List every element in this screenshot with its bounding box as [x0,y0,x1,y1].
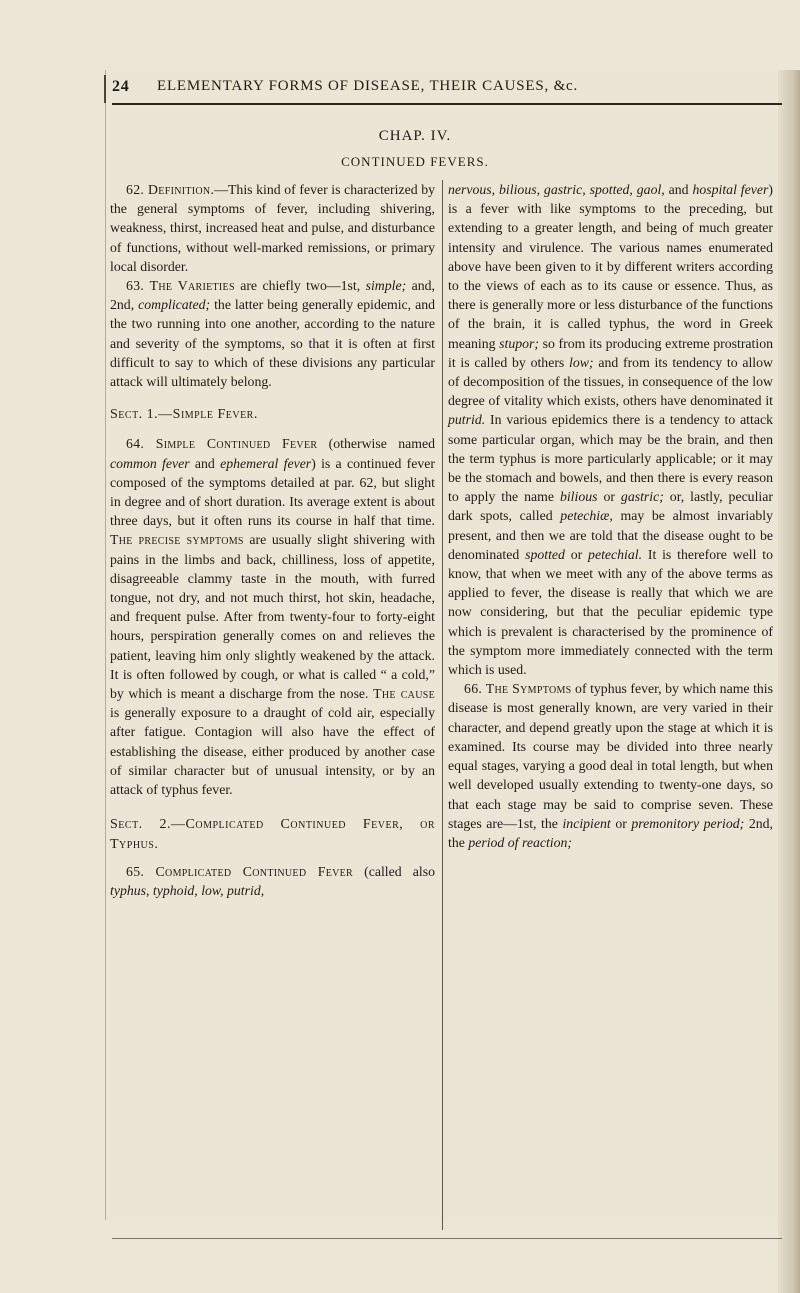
p63-text: and, 2nd, [110,278,435,313]
header-rule [112,103,782,105]
p63-text: the latter being generally epidemic, and the two running into one another, according to the nature and severity of the symptoms, so that it is often at first difficult to say to which of these divisions any particular attack will ultimately belong. [110,297,436,390]
p63-simple: simple; [365,278,407,294]
p63-label: 63. The Varieties [126,278,235,294]
p65-gastric: gastric; [620,489,664,505]
p66-text: or [610,815,632,831]
p64-cause: The cause [373,686,435,702]
p64-text: ) is a continued fever composed of the symptoms detailed at par. 62, but slight in degree and of short duration. Its average extent is about three days, but it often runs its course in half that time. [110,455,435,529]
p62-label: 62. Definition. [126,182,215,197]
column-divider [442,180,443,1230]
section-2-heading: Sect. 2.—Complicated Continued Fever, or Typhus. [110,817,435,852]
paragraph-66 [448,679,773,852]
paragraph-62 [110,180,435,276]
p65-text: It is therefore well to know, that when we meet with any of the above terms as applied to fever, the disease is really that which we are now considering, but that the peculiar epidemic type which is prevalent is characterised by the prominence of the symptom more immediately connected with the term which is used. [448,546,773,678]
paragraph-65-continued [448,180,773,679]
p65-text: and [664,182,693,197]
p66-text: of typhus fever, by which name this disease is most generally known, are very varied in their character, and depend greatly upon the stage at which it is examined. Its course may be divided into three nearly equal stages, varying a good deal in total length, but when well developed usually extending to twenty-one days, so that each stage may be said to comprise seven. These stages are—1st, the [448,681,773,831]
p64-label: 64. Simple Continued Fever [126,436,318,452]
p62-text: —This kind of fever is characterized by the general symptoms of fever, including shivering, weakness, thirst, increased heat and pulse, and disturbance of functions, without well-marked remissions, or primary local disorder. [110,182,435,274]
p65-low: low; [569,354,594,370]
p64-precise: The precise symptoms [110,532,244,548]
chapter-title: CONTINUED FEVERS. [341,154,489,169]
p64-text: is generally exposure to a draught of cold air, especially after fatigue. Contagion will also have the effect of establishing the disease, either produced by another case of similar character but of unusual intensity, or by an attack of typhus fever. [110,705,435,798]
paragraph-64 [110,434,435,799]
paragraph-65 [110,862,435,900]
p65-label: 65. Complicated Continued Fever [126,863,354,879]
p65-putrid: putrid. [448,412,486,428]
p65-text: so from its producing extreme prostration it is called by others [448,335,773,370]
p65-petechiae: petechiæ, [560,508,613,524]
p65-text: may be almost invariably present, and then we are told that the disease ought to be denominated [448,508,773,562]
p65-stupor: stupor; [499,335,540,351]
p65-petechial: petechial. [588,546,643,562]
p64-ephemeral: ephemeral fever [220,455,312,471]
p64-common: common fever [110,455,190,471]
p66-premonitory: premonitory period; [631,815,745,831]
p64-text: are usually slight shivering with pains in the limbs and back, chilliness, loss of appetite, disagreeable clammy taste in the mouth, with furred tongue, not dry, and not much thirst, hot skin, headache, and frequent pulse. After from twenty-four to forty-eight hours, perspiration generally comes on and relieves the patient, leaving him only slightly weakened by the attack. It is often followed by cough, or what is called “ a cold,” by which is meant a discharge from the nose. [110,532,435,702]
p64-text: (otherwise named [317,436,435,452]
p64-text: and [189,455,221,471]
page-edge-shadow [778,70,800,1293]
footer-rule [112,1238,782,1239]
chapter-number: CHAP. IV. [378,128,452,144]
page-number: 24 [112,78,130,95]
p66-incipient: incipient [562,815,611,831]
running-title: ELEMENTARY FORMS OF DISEASE, THEIR CAUSES, &c. [157,78,579,94]
section-1-heading: Sect. 1.—Simple Fever. [110,407,258,423]
p65-text: and from its tendency to allow of decomposition of the tissues, in consequence of the low degree of vitality which exists, others have denominated it [448,354,773,409]
margin-bar [104,75,106,103]
p65-text: ) is a fever with like symptoms to the preceding, but extending to a greater length, and being of much greater intensity and virulence. The various names enumerated above have been given to it by different writers according to the views of each as to its cause or essence. Thus, as there is generally more or less disturbance of the functions of the brain, it is called typhus, the word in Greek meaning [448,182,773,351]
p66-reaction: period of reaction; [468,834,573,850]
p65-bilious: bilious [559,489,598,505]
paragraph-63 [110,276,435,391]
p65-names-cont: nervous, bilious, gastric, spotted, gaol, [448,182,665,197]
p65-text: or [564,546,589,562]
left-column [110,180,435,900]
p65-spotted: spotted [525,546,565,562]
p65-hospital: hospital fever [692,182,769,197]
p65-text: (called also [353,863,435,879]
p66-label: 66. The Symptoms [464,681,572,697]
p65-text: or [597,489,621,505]
right-column [448,180,773,852]
p65-text: or, lastly, peculiar dark spots, called [448,489,773,524]
p66-text: 2nd, the [448,815,773,850]
p65-text: In various epidemics there is a tendency to attack some particular organ, which may be the brain, and then the term typhus is more particularly applicable; or it may be the stomach and bowels, and then there is every reason to apply the name [448,412,773,505]
p63-complicated: complicated; [138,297,211,313]
p63-text: are chiefly two—1st, [234,278,366,294]
p65-names: typhus, typhoid, low, putrid, [110,882,265,898]
